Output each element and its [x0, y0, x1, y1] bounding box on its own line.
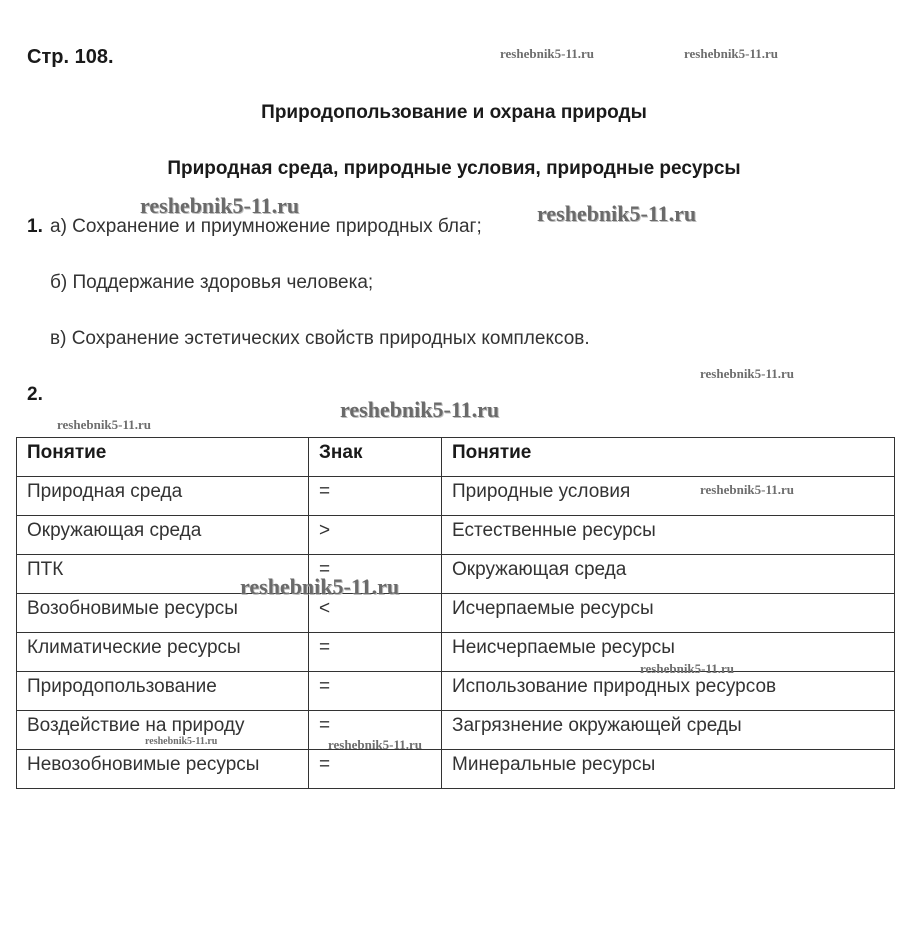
- answer-1c: в) Сохранение эстетических свойств природных комплексов.: [50, 328, 590, 349]
- watermark: reshebnik5-11.ru: [500, 46, 595, 61]
- concept-left: Невозобновимые ресурсы: [17, 750, 309, 789]
- concept-right: Исчерпаемые ресурсы: [442, 594, 895, 633]
- page-number: Стр. 108.: [27, 46, 114, 68]
- concept-right: Загрязнение окружающей среды: [442, 711, 895, 750]
- watermark: reshebnik5-11.ru: [57, 417, 152, 432]
- watermark: reshebnik5-11.ru: [684, 46, 779, 61]
- concept-left: Природная среда: [17, 477, 309, 516]
- sign: =: [309, 711, 442, 750]
- question-1-number: 1.: [27, 216, 43, 237]
- table-header-row: [17, 438, 895, 477]
- answer-1a: а) Сохранение и приумножение природных благ;: [50, 216, 482, 237]
- header-concept-left: Понятие: [17, 438, 309, 477]
- concept-left: Климатические ресурсы: [17, 633, 309, 672]
- watermark: reshebnik5-11.ru: [328, 737, 423, 752]
- concept-left: Природопользование: [17, 672, 309, 711]
- watermark: reshebnik5-11.ru: [640, 661, 735, 676]
- concept-right: Минеральные ресурсы: [442, 750, 895, 789]
- table-row: [17, 633, 895, 672]
- concept-right: Окружающая среда: [442, 555, 895, 594]
- concept-right: Использование природных ресурсов: [442, 672, 895, 711]
- answer-1b: б) Поддержание здоровья человека;: [50, 272, 374, 293]
- table-row: [17, 555, 895, 594]
- sign: =: [309, 750, 442, 789]
- sign: =: [309, 672, 442, 711]
- watermark: reshebnik5-11.ru: [240, 574, 400, 599]
- table-row: [17, 594, 895, 633]
- header-sign: Знак: [309, 438, 442, 477]
- watermark: reshebnik5-11.ru: [145, 736, 218, 747]
- concept-left: Окружающая среда: [17, 516, 309, 555]
- section-subtitle: Природная среда, природные условия, природные ресурсы: [167, 158, 741, 179]
- sign: <: [309, 594, 442, 633]
- page-title: Природопользование и охрана природы: [261, 102, 647, 123]
- watermark: reshebnik5-11.ru: [340, 397, 500, 422]
- concept-left: ПТК: [17, 555, 309, 594]
- concept-right: Неисчерпаемые ресурсы: [442, 633, 895, 672]
- concept-left: Воздействие на природу: [17, 711, 309, 750]
- watermark: reshebnik5-11.ru: [140, 193, 300, 218]
- question-2-number: 2.: [27, 384, 43, 405]
- watermark: reshebnik5-11.ru: [700, 366, 795, 381]
- sign: =: [309, 633, 442, 672]
- sign: =: [309, 555, 442, 594]
- sign: =: [309, 477, 442, 516]
- watermark: reshebnik5-11.ru: [537, 201, 697, 226]
- concept-right: Естественные ресурсы: [442, 516, 895, 555]
- table-row: [17, 672, 895, 711]
- header-concept-right: Понятие: [442, 438, 895, 477]
- concept-left: Возобновимые ресурсы: [17, 594, 309, 633]
- table-row: [17, 750, 895, 789]
- concept-right: Природные условия: [442, 477, 895, 516]
- table-row: [17, 516, 895, 555]
- watermark: reshebnik5-11.ru: [700, 482, 795, 497]
- sign: >: [309, 516, 442, 555]
